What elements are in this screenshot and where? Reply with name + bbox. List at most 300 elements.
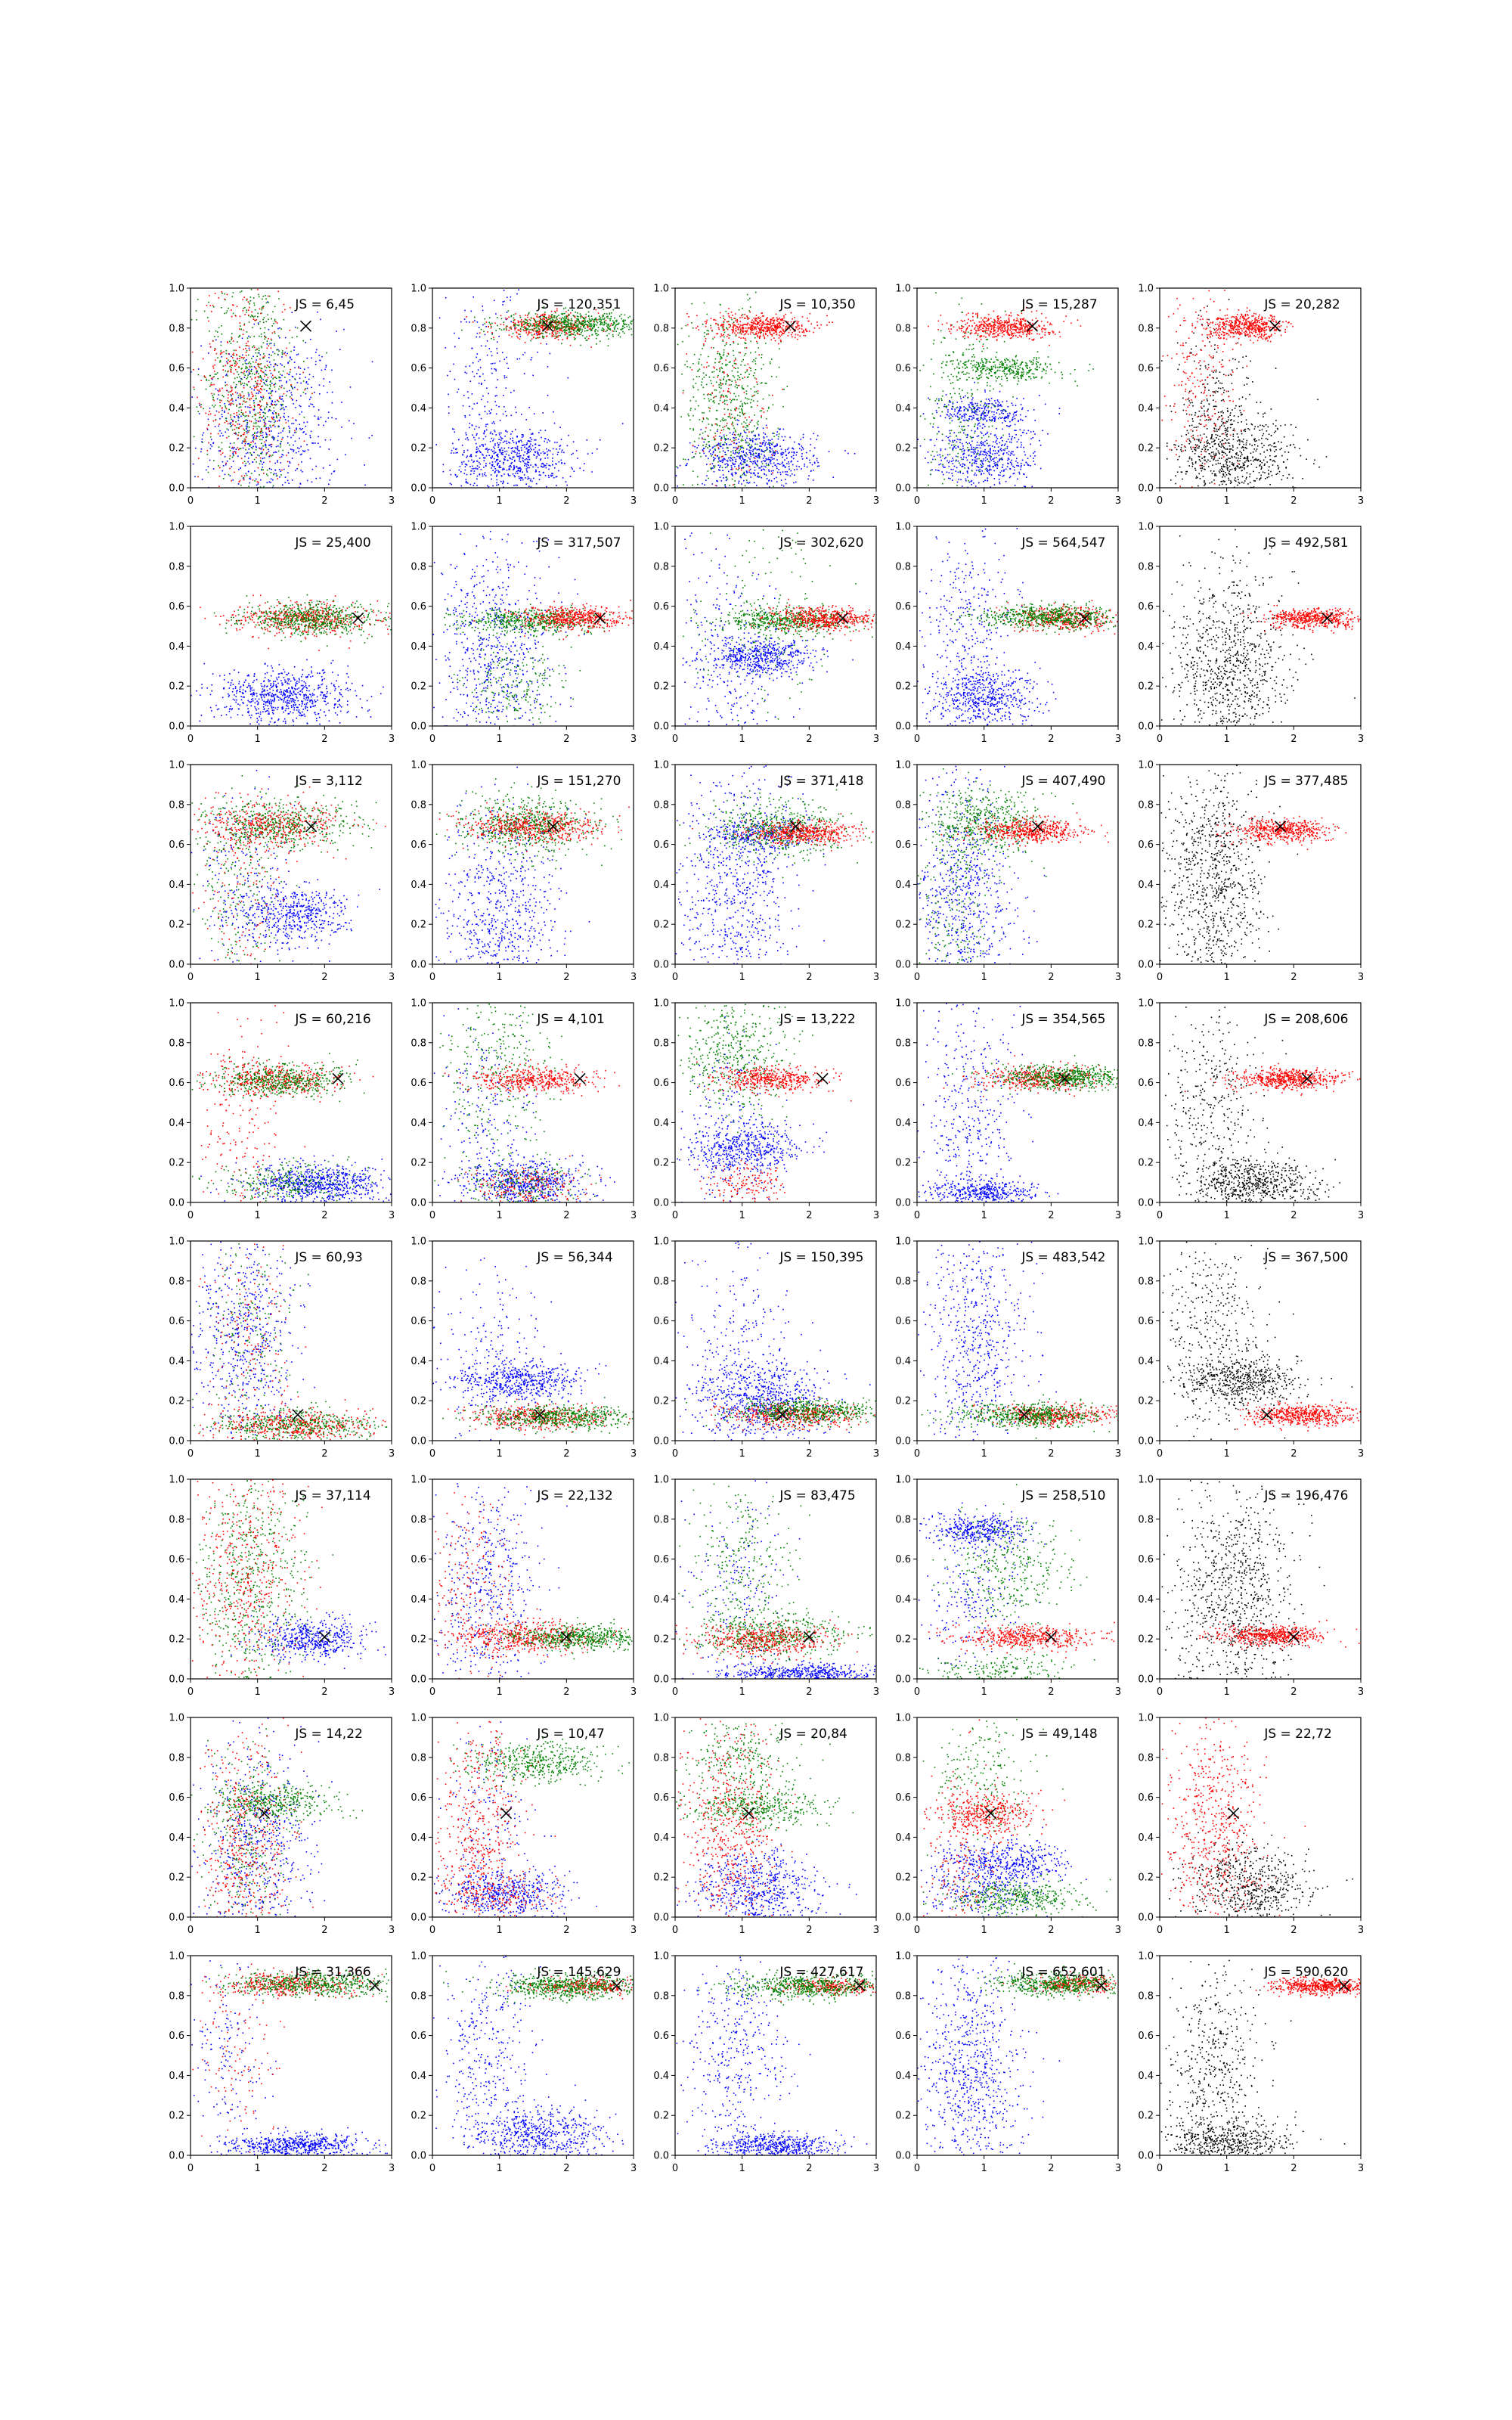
scatter-point	[726, 435, 727, 436]
scatter-point	[307, 358, 308, 359]
scatter-point	[259, 412, 261, 414]
scatter-point	[261, 409, 262, 411]
scatter-point	[530, 464, 531, 466]
scatter-point	[256, 461, 257, 463]
scatter-point	[794, 442, 795, 443]
scatter-point	[218, 391, 219, 392]
scatter-point	[523, 461, 525, 463]
scatter-point	[745, 455, 746, 457]
scatter-point	[757, 460, 758, 461]
scatter-point	[246, 350, 248, 352]
scatter-point	[328, 448, 330, 450]
scatter-point	[746, 425, 748, 427]
scatter-point	[745, 486, 746, 487]
scatter-point	[791, 461, 792, 462]
scatter-point	[808, 475, 810, 476]
scatter-point	[782, 333, 783, 334]
scatter-point	[271, 455, 272, 457]
scatter-point	[483, 467, 485, 468]
scatter-point	[510, 327, 512, 329]
scatter-point	[564, 329, 565, 330]
scatter-point	[723, 458, 724, 460]
scatter-point	[612, 321, 614, 322]
scatter-point	[226, 361, 228, 363]
scatter-point	[698, 445, 699, 446]
scatter-point	[714, 459, 715, 461]
scatter-point	[520, 461, 522, 463]
scatter-point	[795, 482, 797, 483]
scatter-point	[750, 329, 751, 330]
scatter-point	[262, 437, 264, 439]
scatter-point	[740, 328, 742, 330]
scatter-point	[336, 418, 337, 420]
scatter-point	[498, 444, 500, 445]
scatter-point	[478, 361, 479, 362]
scatter-point	[776, 445, 777, 446]
scatter-point	[754, 470, 756, 471]
scatter-point	[230, 426, 231, 427]
scatter-point	[508, 447, 510, 448]
scatter-point	[506, 441, 507, 442]
scatter-point	[256, 435, 258, 436]
scatter-point	[730, 317, 732, 318]
scatter-point	[240, 393, 241, 395]
scatter-point	[547, 455, 548, 456]
scatter-point	[703, 453, 705, 455]
scatter-point	[271, 427, 272, 428]
scatter-point	[262, 371, 264, 373]
scatter-point	[468, 397, 469, 399]
scatter-point	[289, 432, 290, 433]
scatter-point	[262, 445, 264, 447]
scatter-point	[562, 339, 563, 340]
scatter-point	[463, 405, 464, 407]
scatter-point	[364, 485, 366, 486]
scatter-point	[751, 388, 752, 389]
scatter-point	[526, 458, 528, 460]
scatter-point	[215, 405, 216, 406]
scatter-point	[704, 336, 705, 337]
scatter-point	[514, 329, 516, 330]
scatter-point	[538, 445, 540, 446]
scatter-point	[230, 475, 231, 476]
scatter-point	[494, 430, 495, 431]
scatter-point	[776, 443, 778, 445]
scatter-point	[572, 320, 573, 321]
scatter-point	[763, 334, 764, 335]
scatter-point	[714, 371, 715, 373]
scatter-point	[733, 343, 735, 344]
scatter-point	[766, 449, 767, 451]
scatter-point	[503, 290, 505, 291]
scatter-point	[791, 321, 792, 323]
scatter-point	[734, 377, 736, 378]
scatter-point	[577, 315, 578, 317]
scatter-point	[621, 318, 622, 320]
scatter-point	[552, 336, 553, 337]
scatter-point	[274, 422, 275, 424]
scatter-point	[539, 479, 541, 480]
scatter-point	[757, 464, 758, 466]
scatter-point	[589, 324, 590, 325]
scatter-point	[786, 325, 788, 327]
scatter-point	[256, 359, 257, 361]
scatter-point	[540, 321, 541, 322]
scatter-point	[476, 451, 477, 453]
scatter-point	[603, 329, 605, 330]
scatter-point	[256, 457, 257, 458]
scatter-point	[760, 330, 761, 331]
scatter-point	[228, 401, 230, 402]
scatter-point	[743, 448, 745, 449]
scatter-point	[259, 358, 261, 360]
scatter-point	[553, 330, 555, 332]
scatter-point	[568, 377, 569, 379]
scatter-point	[251, 455, 253, 456]
scatter-point	[768, 470, 770, 471]
scatter-point	[267, 436, 268, 438]
scatter-point	[248, 346, 249, 347]
scatter-point	[699, 452, 701, 454]
scatter-point	[783, 333, 785, 334]
scatter-point	[233, 313, 234, 315]
scatter-point	[764, 440, 765, 442]
scatter-point	[476, 337, 478, 338]
scatter-point	[826, 324, 828, 326]
scatter-point	[781, 340, 782, 342]
scatter-point	[214, 371, 215, 372]
scatter-point	[274, 437, 275, 439]
scatter-point	[782, 457, 783, 458]
scatter-point	[758, 473, 759, 474]
scatter-point	[299, 438, 300, 439]
scatter-point	[298, 368, 299, 369]
scatter-point	[263, 449, 265, 451]
scatter-point	[799, 444, 801, 445]
scatter-point	[495, 452, 497, 454]
scatter-point	[303, 422, 305, 424]
scatter-point	[491, 409, 492, 411]
scatter-point	[508, 442, 510, 443]
scatter-point	[525, 352, 526, 354]
scatter-point	[739, 450, 740, 451]
scatter-point	[276, 349, 277, 351]
scatter-point	[714, 465, 716, 467]
scatter-point	[554, 321, 556, 322]
scatter-point	[527, 464, 528, 465]
scatter-point	[785, 467, 786, 468]
scatter-point	[222, 410, 223, 411]
scatter-point	[246, 383, 248, 385]
scatter-point	[243, 324, 245, 326]
scatter-point	[264, 389, 265, 390]
scatter-point	[239, 358, 240, 359]
scatter-point	[276, 446, 277, 448]
scatter-point	[739, 442, 740, 443]
scatter-point	[733, 327, 734, 329]
scatter-point	[804, 466, 805, 467]
scatter-point	[559, 332, 560, 334]
scatter-point	[248, 415, 249, 417]
scatter-point	[276, 415, 277, 417]
scatter-point	[754, 461, 756, 462]
scatter-point	[754, 337, 756, 339]
scatter-point	[730, 460, 731, 461]
scatter-point	[253, 361, 254, 363]
scatter-point	[741, 408, 742, 410]
scatter-point	[715, 320, 717, 321]
scatter-point	[559, 321, 561, 323]
scatter-point	[251, 388, 253, 389]
scatter-point	[479, 359, 481, 361]
scatter-point	[231, 337, 233, 338]
scatter-point	[517, 485, 519, 486]
scatter-point	[505, 457, 507, 458]
scatter-point	[733, 329, 735, 330]
scatter-point	[240, 368, 242, 370]
scatter-point	[209, 305, 211, 306]
scatter-point	[746, 464, 748, 466]
scatter-point	[739, 458, 741, 460]
scatter-point	[308, 449, 309, 451]
scatter-point	[328, 484, 330, 486]
scatter-point	[242, 442, 243, 444]
scatter-point	[603, 318, 605, 320]
scatter-point	[720, 446, 721, 448]
scatter-point	[739, 465, 740, 467]
scatter-point	[743, 451, 745, 452]
scatter-point	[806, 330, 807, 332]
scatter-point	[742, 467, 744, 469]
scatter-point	[290, 380, 291, 381]
scatter-point	[584, 463, 585, 464]
scatter-point	[690, 410, 692, 411]
scatter-point	[699, 434, 701, 436]
scatter-point	[193, 464, 194, 465]
scatter-point	[557, 328, 559, 330]
scatter-point	[770, 447, 771, 448]
scatter-point	[310, 397, 311, 399]
scatter-point	[535, 439, 537, 441]
scatter-point	[793, 482, 795, 484]
scatter-point	[710, 449, 711, 451]
x-tick-label: 1	[497, 495, 503, 507]
scatter-point	[542, 412, 544, 414]
scatter-point	[491, 334, 493, 335]
scatter-point	[265, 367, 266, 368]
scatter-point	[311, 393, 313, 395]
scatter-point	[742, 411, 743, 412]
scatter-point	[235, 421, 237, 423]
scatter-point	[816, 461, 818, 462]
scatter-point	[296, 432, 297, 433]
scatter-point	[257, 455, 259, 456]
scatter-point	[277, 475, 278, 476]
scatter-point	[259, 336, 260, 337]
scatter-point	[255, 414, 256, 416]
scatter-point	[719, 457, 720, 458]
scatter-point	[522, 327, 524, 328]
scatter-point	[243, 477, 245, 479]
scatter-point	[527, 334, 528, 336]
scatter-point	[239, 377, 240, 378]
scatter-point	[616, 320, 618, 321]
scatter-point	[287, 461, 289, 463]
scatter-point	[259, 436, 260, 438]
scatter-point	[753, 359, 754, 361]
scatter-point	[200, 451, 202, 453]
scatter-point	[465, 433, 466, 434]
scatter-point	[516, 442, 517, 443]
scatter-point	[779, 429, 780, 430]
scatter-point	[742, 308, 743, 309]
scatter-point	[517, 358, 519, 360]
scatter-point	[757, 401, 758, 402]
scatter-point	[767, 324, 769, 325]
scatter-point	[728, 471, 730, 473]
scatter-point	[369, 437, 370, 439]
scatter-point	[752, 332, 754, 334]
scatter-point	[739, 326, 741, 327]
scatter-point	[565, 317, 567, 318]
scatter-point	[331, 417, 333, 419]
scatter-point	[520, 330, 522, 332]
scatter-point	[193, 386, 194, 388]
scatter-point	[782, 463, 783, 464]
scatter-point	[502, 450, 503, 451]
scatter-point	[506, 319, 507, 321]
scatter-point	[230, 424, 231, 425]
scatter-point	[710, 467, 711, 469]
scatter-point	[479, 332, 481, 334]
scatter-point	[235, 453, 237, 455]
scatter-point	[596, 329, 597, 330]
scatter-point	[314, 415, 316, 417]
scatter-point	[290, 392, 292, 394]
scatter-point	[612, 330, 614, 332]
scatter-point	[734, 399, 736, 401]
scatter-point	[741, 334, 742, 335]
scatter-point	[764, 455, 765, 456]
scatter-point	[450, 483, 451, 485]
scatter-point	[281, 405, 283, 407]
scatter-point	[749, 458, 751, 460]
scatter-point	[736, 335, 737, 337]
scatter-point	[470, 470, 472, 472]
scatter-point	[689, 428, 691, 430]
scatter-point	[487, 402, 488, 403]
scatter-point	[767, 335, 769, 337]
scatter-point	[513, 469, 514, 470]
scatter-point	[454, 346, 456, 348]
scatter-point	[539, 329, 541, 330]
scatter-point	[267, 404, 268, 405]
scatter-point	[556, 337, 557, 338]
scatter-point	[499, 461, 500, 462]
scatter-point	[772, 318, 773, 319]
scatter-point	[261, 428, 262, 430]
scatter-point	[737, 379, 739, 380]
scatter-point	[738, 453, 739, 455]
scatter-point	[231, 391, 232, 392]
scatter-point	[571, 318, 572, 320]
scatter-point	[786, 471, 788, 473]
scatter-point	[528, 452, 530, 454]
scatter-point	[734, 438, 736, 439]
scatter-point	[254, 374, 256, 375]
scatter-point	[761, 325, 763, 327]
scatter-point	[464, 473, 466, 474]
scatter-point	[284, 319, 285, 321]
scatter-point	[461, 330, 463, 331]
scatter-point	[739, 352, 740, 353]
scatter-point	[282, 450, 284, 451]
scatter-point	[561, 330, 562, 331]
y-tick-label: 1.0	[411, 284, 426, 295]
scatter-point	[781, 485, 782, 486]
scatter-point	[272, 352, 274, 353]
scatter-point	[542, 324, 544, 326]
scatter-point	[755, 352, 757, 353]
scatter-point	[246, 429, 247, 430]
scatter-point	[510, 467, 512, 468]
scatter-point	[741, 330, 742, 331]
scatter-point	[531, 334, 533, 336]
scatter-point	[274, 353, 276, 355]
scatter-point	[253, 439, 255, 440]
scatter-point	[813, 470, 814, 471]
scatter-point	[788, 453, 789, 455]
scatter-point	[308, 405, 310, 407]
scatter-point	[454, 452, 455, 454]
scatter-point	[245, 375, 246, 377]
scatter-point	[490, 457, 491, 458]
scatter-point	[524, 444, 525, 445]
scatter-point	[219, 430, 221, 432]
scatter-point	[244, 461, 246, 463]
scatter-point	[778, 469, 779, 470]
scatter-point	[258, 376, 259, 377]
scatter-point	[269, 461, 271, 463]
scatter-point	[753, 455, 754, 456]
scatter-point	[240, 436, 242, 437]
scatter-point	[742, 464, 744, 465]
scatter-point	[221, 400, 222, 402]
scatter-point	[325, 367, 327, 368]
scatter-point	[520, 336, 522, 337]
scatter-point	[450, 371, 451, 372]
scatter-point	[301, 429, 302, 430]
scatter-point	[567, 318, 569, 319]
scatter-point	[741, 439, 742, 440]
scatter-point	[606, 313, 608, 315]
scatter-point	[720, 444, 721, 445]
scatter-point	[763, 324, 764, 325]
scatter-point	[324, 369, 326, 371]
scatter-point	[529, 329, 531, 330]
scatter-point	[290, 307, 291, 309]
scatter-point	[260, 392, 262, 393]
scatter-point	[497, 474, 498, 476]
scatter-point	[494, 466, 495, 467]
scatter-point	[537, 325, 538, 327]
scatter-point	[518, 290, 519, 291]
scatter-point	[313, 376, 314, 377]
scatter-point	[686, 325, 687, 327]
scatter-point	[503, 321, 505, 323]
scatter-point	[542, 336, 544, 337]
scatter-point	[461, 462, 463, 464]
